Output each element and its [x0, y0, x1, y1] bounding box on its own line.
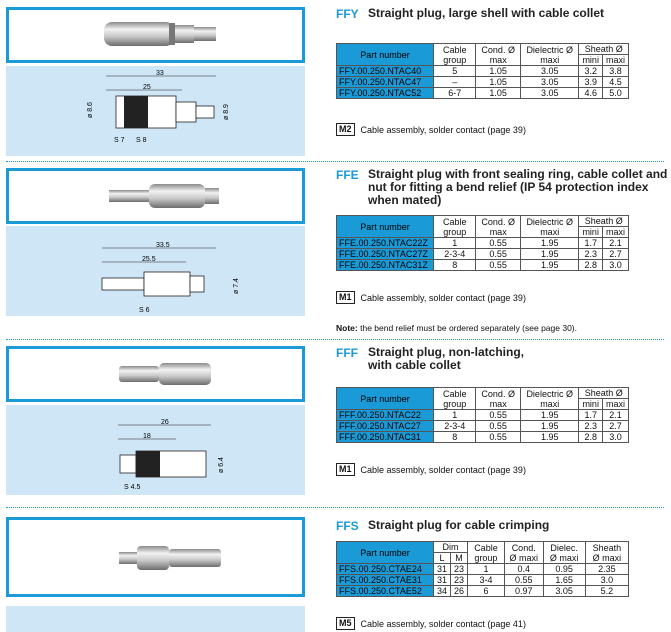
part-number-cell: FFE.00.250.NTAC31Z — [337, 260, 434, 271]
ffy-badge: M2 — [336, 123, 355, 136]
col-sheath: Sheath Ø — [579, 44, 629, 55]
col-sheath-maxi: maxi — [602, 399, 628, 410]
table-row — [337, 88, 629, 99]
ffe-badge: M1 — [336, 291, 355, 304]
table-cell: 5 — [434, 66, 476, 77]
table-cell: 5.0 — [602, 88, 628, 99]
ffy-photo — [6, 7, 305, 63]
table-cell: 0.55 — [476, 260, 521, 271]
table-cell: 31 — [434, 575, 451, 586]
ffy-drawing — [6, 66, 305, 156]
part-number-cell: FFF.00.250.NTAC27 — [337, 421, 434, 432]
col-dim: Dim — [434, 542, 468, 553]
table-cell: 1.95 — [520, 260, 578, 271]
table-cell: 8 — [434, 432, 476, 443]
col-cable-group: Cable group — [434, 216, 476, 238]
col-cond: Cond. Ø maxi — [504, 542, 543, 564]
col-cond: Cond. Ø max — [476, 44, 521, 66]
ffs-assembly-note — [336, 617, 526, 630]
col-part-number: Part number — [337, 542, 434, 564]
col-sheath-maxi: maxi — [602, 227, 628, 238]
table-cell: 5.2 — [585, 586, 628, 597]
table-cell: 0.55 — [476, 238, 521, 249]
table-cell: 6 — [468, 586, 505, 597]
col-sheath-mini: mini — [579, 227, 603, 238]
ffs-spec-table — [336, 541, 629, 597]
col-part-number: Part number — [337, 388, 434, 410]
fff-assembly-note — [336, 463, 526, 476]
table-cell: 1.05 — [476, 66, 521, 77]
table-row — [337, 249, 629, 260]
divider — [6, 161, 664, 162]
table-cell: 3.0 — [602, 432, 628, 443]
table-cell: 6-7 — [434, 88, 476, 99]
ffs-badge-text: Cable assembly, solder contact (page 41) — [360, 618, 526, 629]
ffe-code: FFE — [336, 168, 359, 182]
ffy-title: Straight plug, large shell with cable collet — [368, 6, 605, 20]
ffe-drawing — [6, 226, 305, 316]
col-dielectric: Dielectric Ø maxi — [520, 216, 578, 238]
col-dim-l: L — [434, 553, 451, 564]
fff-code: FFF — [336, 346, 358, 360]
table-cell: 34 — [434, 586, 451, 597]
part-number-cell: FFS.00.250.CTAE52 — [337, 586, 434, 597]
fff-dim-length: 26 — [161, 419, 169, 426]
part-number-cell: FFE.00.250.NTAC22Z — [337, 238, 434, 249]
ffy-dim-s2: S 8 — [136, 137, 147, 144]
table-row — [337, 421, 629, 432]
table-cell: 0.97 — [504, 586, 543, 597]
ffs-drawing — [6, 606, 305, 632]
table-cell: 1.7 — [579, 238, 603, 249]
table-cell: 2.3 — [579, 421, 603, 432]
table-cell: 1.95 — [520, 249, 578, 260]
table-cell: 3.0 — [585, 575, 628, 586]
table-cell: 2.7 — [602, 249, 628, 260]
ffe-dim-dia: ø 7.4 — [233, 278, 240, 294]
table-cell: 3-4 — [468, 575, 505, 586]
ffy-dimension-drawing — [6, 66, 305, 156]
table-cell: 1.65 — [543, 575, 585, 586]
table-cell: 3.0 — [602, 260, 628, 271]
col-dielectric: Dielectric Ø maxi — [520, 44, 578, 66]
table-cell: 0.55 — [476, 432, 521, 443]
table-cell: 8 — [434, 260, 476, 271]
fff-badge: M1 — [336, 463, 355, 476]
ffe-dim-body: 25.5 — [142, 256, 156, 263]
ffs-title: Straight plug for cable crimping — [368, 518, 550, 532]
fff-drawing — [6, 405, 305, 495]
table-row — [337, 564, 629, 575]
table-cell: 23 — [451, 575, 468, 586]
col-sheath-mini: mini — [579, 399, 603, 410]
ffe-dimension-drawing — [6, 226, 305, 316]
table-cell: 1.7 — [579, 410, 603, 421]
col-sheath-mini: mini — [579, 55, 603, 66]
fff-dim-s1: S 4.5 — [124, 484, 141, 491]
col-dim-m: M — [451, 553, 468, 564]
table-row — [337, 575, 629, 586]
table-cell: 3.05 — [520, 66, 578, 77]
table-cell: – — [434, 77, 476, 88]
ffy-code: FFY — [336, 7, 359, 21]
ffy-dim-s1: S 7 — [114, 137, 125, 144]
table-cell: 1 — [434, 410, 476, 421]
col-dielec: Dielec. Ø maxi — [543, 542, 585, 564]
table-cell: 3.05 — [543, 586, 585, 597]
ffy-badge-text: Cable assembly, solder contact (page 39) — [360, 124, 526, 135]
part-number-cell: FFS.00.250.CTAE24 — [337, 564, 434, 575]
table-cell: 2.1 — [602, 410, 628, 421]
table-cell: 2.7 — [602, 421, 628, 432]
ffy-dim-dia-b: ø 8.9 — [223, 104, 230, 120]
table-cell: 2.8 — [579, 432, 603, 443]
fff-dim-dia: ø 6.4 — [218, 457, 225, 473]
fff-badge-text: Cable assembly, solder contact (page 39) — [360, 464, 526, 475]
part-number-cell: FFY.00.250.NTAC47 — [337, 77, 434, 88]
table-row — [337, 410, 629, 421]
col-dielectric: Dielectric Ø maxi — [520, 388, 578, 410]
table-cell: 4.6 — [579, 88, 603, 99]
table-row — [337, 432, 629, 443]
table-cell: 1.95 — [520, 238, 578, 249]
table-cell: 1.05 — [476, 88, 521, 99]
part-number-cell: FFY.00.250.NTAC40 — [337, 66, 434, 77]
part-number-cell: FFF.00.250.NTAC22 — [337, 410, 434, 421]
col-sheath: Sheath Ø — [579, 388, 629, 399]
ffy-assembly-note — [336, 123, 526, 136]
table-cell: 0.55 — [476, 249, 521, 260]
table-cell: 2.1 — [602, 238, 628, 249]
col-cond: Cond. Ø max — [476, 388, 521, 410]
ffe-spec-table — [336, 215, 629, 271]
ffs-badge: M5 — [336, 617, 355, 630]
col-sheath: Sheath Ø maxi — [585, 542, 628, 564]
table-cell: 2-3-4 — [434, 249, 476, 260]
table-cell: 2.35 — [585, 564, 628, 575]
col-sheath: Sheath Ø — [579, 216, 629, 227]
table-row — [337, 586, 629, 597]
ffy-spec-table — [336, 43, 629, 99]
fff-dimension-drawing — [6, 405, 305, 495]
ffs-plug-image — [9, 520, 302, 594]
table-row — [337, 238, 629, 249]
fff-dim-body: 18 — [143, 433, 151, 440]
fff-plug-image — [9, 349, 302, 399]
table-cell: 1.95 — [520, 432, 578, 443]
table-cell: 2.8 — [579, 260, 603, 271]
table-cell: 1 — [434, 238, 476, 249]
table-cell: 2.3 — [579, 249, 603, 260]
col-part-number: Part number — [337, 216, 434, 238]
table-cell: 26 — [451, 586, 468, 597]
col-part-number: Part number — [337, 44, 434, 66]
ffs-code: FFS — [336, 519, 359, 533]
table-cell: 2-3-4 — [434, 421, 476, 432]
ffe-plug-image — [9, 171, 302, 221]
part-number-cell: FFY.00.250.NTAC52 — [337, 88, 434, 99]
table-cell: 1.95 — [520, 410, 578, 421]
col-sheath-maxi: maxi — [602, 55, 628, 66]
table-cell: 0.55 — [504, 575, 543, 586]
table-cell: 3.9 — [579, 77, 603, 88]
ffy-dim-length: 33 — [156, 70, 164, 77]
col-cable-group: Cable group — [434, 388, 476, 410]
ffe-badge-text: Cable assembly, solder contact (page 39) — [360, 292, 526, 303]
table-cell: 4.5 — [602, 77, 628, 88]
table-cell: 23 — [451, 564, 468, 575]
ffe-note-label: Note: — [336, 323, 358, 333]
table-cell: 3.2 — [579, 66, 603, 77]
table-cell: 31 — [434, 564, 451, 575]
divider — [6, 339, 664, 340]
ffe-dim-length: 33.5 — [156, 242, 170, 249]
table-row — [337, 66, 629, 77]
col-cond: Cond. Ø max — [476, 216, 521, 238]
ffe-note-text: the bend relief must be ordered separately (see page 30). — [360, 323, 577, 333]
table-row — [337, 260, 629, 271]
table-cell: 3.05 — [520, 88, 578, 99]
table-row — [337, 77, 629, 88]
ffe-footnote — [336, 323, 577, 333]
part-number-cell: FFE.00.250.NTAC27Z — [337, 249, 434, 260]
part-number-cell: FFS.00.250.CTAE31 — [337, 575, 434, 586]
table-cell: 0.4 — [504, 564, 543, 575]
table-cell: 3.05 — [520, 77, 578, 88]
fff-photo — [6, 346, 305, 402]
divider — [6, 507, 664, 508]
table-cell: 1.95 — [520, 421, 578, 432]
ffe-title: Straight plug with front sealing ring, cable collet and nut for fitting a bend relief (IP 54 protection index when mated) — [368, 167, 668, 207]
col-cable-group: Cable group — [468, 542, 505, 564]
table-cell: 0.55 — [476, 421, 521, 432]
table-cell: 1 — [468, 564, 505, 575]
part-number-cell: FFF.00.250.NTAC31 — [337, 432, 434, 443]
col-cable-group: Cable group — [434, 44, 476, 66]
table-cell: 0.95 — [543, 564, 585, 575]
ffy-dim-body: 25 — [143, 84, 151, 91]
fff-title: Straight plug, non-latching, with cable collet — [368, 345, 524, 372]
table-cell: 3.8 — [602, 66, 628, 77]
ffy-plug-image — [9, 10, 302, 60]
ffe-photo — [6, 168, 305, 224]
ffe-dim-s1: S 6 — [139, 307, 150, 314]
fff-spec-table — [336, 387, 629, 443]
table-cell: 0.55 — [476, 410, 521, 421]
ffe-assembly-note — [336, 291, 526, 304]
ffs-photo — [6, 517, 305, 597]
table-cell: 1.05 — [476, 77, 521, 88]
ffy-dim-dia-a: ø 8.6 — [87, 102, 94, 118]
